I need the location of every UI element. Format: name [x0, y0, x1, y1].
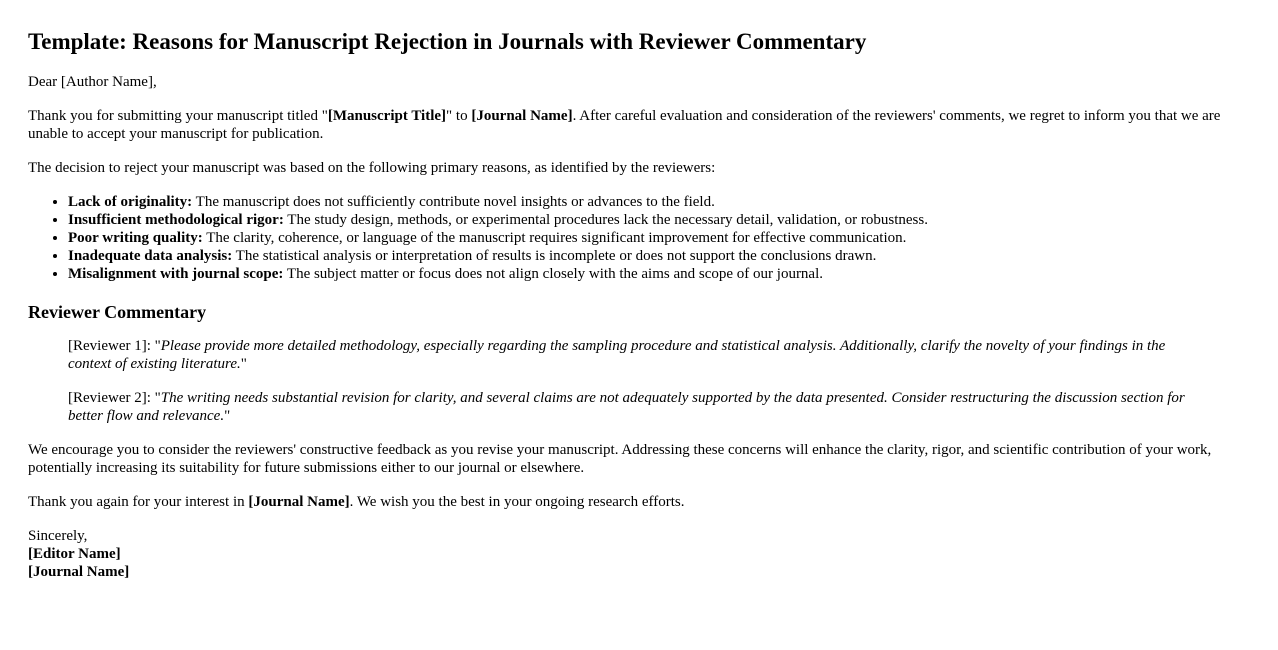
salutation: Dear [Author Name], [28, 74, 157, 90]
reason-label: Lack of originality: [68, 194, 193, 210]
reviewer-comment-text: Please provide more detailed methodology, especially regarding the sampling procedure and statistical analysis. Additionally, clarify the novelty of your findings in the context of existing literature. [68, 338, 1166, 372]
editor-name-placeholder: [Editor Name] [28, 546, 121, 562]
list-item [68, 211, 1250, 229]
journal-name-placeholder: [Journal Name] [248, 494, 350, 510]
reasons-list [28, 193, 1250, 283]
reason-text: The subject matter or focus does not align closely with the aims and scope of our journal. [283, 266, 824, 282]
closing-text-1: Thank you again for your interest in [28, 494, 249, 510]
reason-label: Misalignment with journal scope: [68, 266, 284, 282]
reviewer-prefix: [Reviewer 1]: " [68, 338, 161, 354]
manuscript-title-placeholder: [Manuscript Title] [327, 108, 447, 124]
closing-text-2: . We wish you the best in your ongoing research efforts. [349, 494, 685, 510]
reviewer-comment-2 [68, 389, 1200, 425]
reason-label: Poor writing quality: [68, 230, 203, 246]
intro-text-3: . After careful evaluation and consideration of the reviewers' comments, we regret to inform you that we are unable to accept your manuscript for publication. [28, 108, 1221, 142]
encouragement-paragraph: We encourage you to consider the reviewers' constructive feedback as you revise your manuscript. Addressing these concerns will enhance the clarity, rigor, and scientific contribution of your work, potentially increasing its suitability for future submissions either to our journal or elsewhere. [28, 442, 1212, 476]
reason-text: The statistical analysis or interpretation of results is incomplete or does not support the conclusions drawn. [232, 248, 877, 264]
journal-name-placeholder: [Journal Name] [471, 108, 573, 124]
reason-text: The study design, methods, or experimental procedures lack the necessary detail, validation, or robustness. [283, 212, 928, 228]
commentary-heading: Reviewer Commentary [28, 302, 207, 322]
closing-word: Sincerely, [28, 528, 88, 544]
reason-label: Insufficient methodological rigor: [68, 212, 284, 228]
intro-paragraph [28, 107, 1250, 143]
signature-block [28, 527, 1250, 581]
reviewer-suffix: " [224, 408, 231, 424]
intro-text-2: " to [446, 108, 472, 124]
closing-paragraph [28, 493, 1250, 511]
reviewer-suffix: " [240, 356, 247, 372]
list-item [68, 265, 1250, 283]
reason-text: The clarity, coherence, or language of the manuscript requires significant improvement for effective communication. [202, 230, 907, 246]
intro-text-1: Thank you for submitting your manuscript titled " [28, 108, 328, 124]
reviewer-comment-1 [68, 337, 1200, 373]
list-item [68, 229, 1250, 247]
journal-name-placeholder: [Journal Name] [28, 564, 130, 580]
list-item [68, 193, 1250, 211]
list-item [68, 247, 1250, 265]
page-title: Template: Reasons for Manuscript Rejection in Journals with Reviewer Commentary [28, 29, 867, 54]
reviewer-prefix: [Reviewer 2]: " [68, 390, 161, 406]
reason-text: The manuscript does not sufficiently contribute novel insights or advances to the field. [192, 194, 715, 210]
reason-label: Inadequate data analysis: [68, 248, 233, 264]
reviewer-comment-text: The writing needs substantial revision for clarity, and several claims are not adequately supported by the data presented. Consider restructuring the discussion section for better flow and relevance. [68, 390, 1185, 424]
reasons-intro: The decision to reject your manuscript was based on the following primary reasons, as identified by the reviewers: [28, 160, 716, 176]
